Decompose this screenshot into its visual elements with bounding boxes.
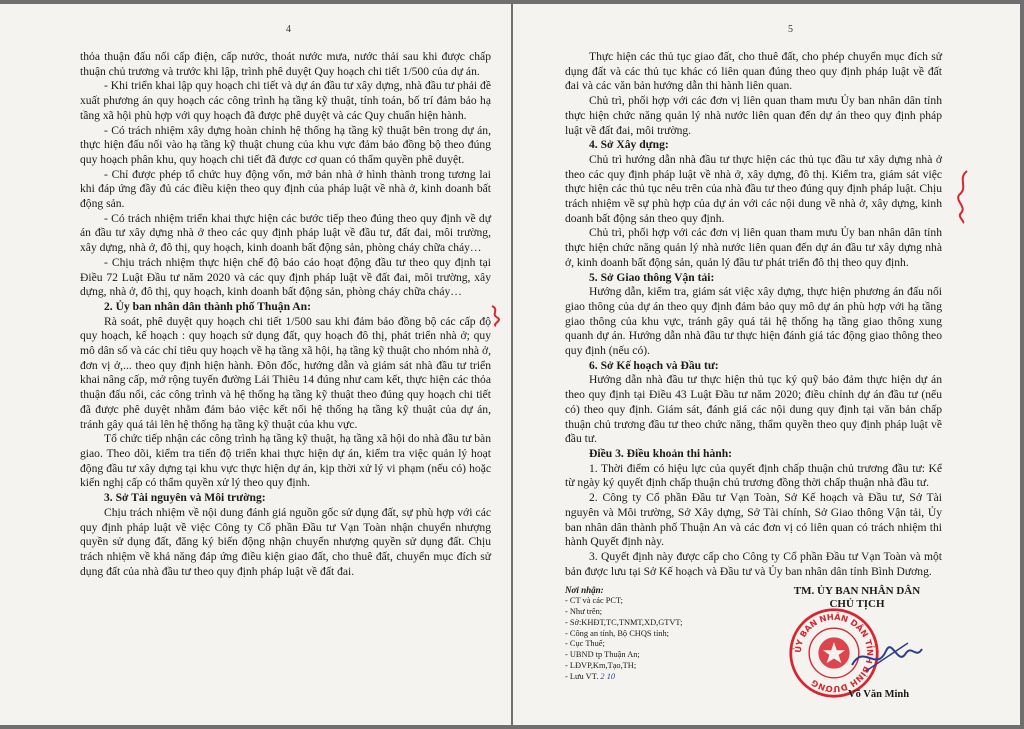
recipient-item: - CT và các PCT; xyxy=(565,596,623,606)
paragraph: thỏa thuận đấu nối cấp điện, cấp nước, thoát nước mưa, nước thải sau khi được chấp thuận chủ trương và trước khi lập, trình phê duyệt Quy hoạch chi tiết 1/500 của dự án. xyxy=(80,50,491,78)
recipient-last: - Lưu VT. xyxy=(565,671,599,681)
recipient-item: - LĐVP,Km,Tạo,TH; xyxy=(565,660,637,670)
paragraph: - Có trách nhiệm xây dựng hoàn chỉnh hệ thống hạ tầng kỹ thuật bên trong dự án, thực hiện đấu nối vào hạ tầng kỹ thuật chung của khu vực đảm bảo đồng bộ theo đúng quy hoạch phân khu, quy hoạch chi tiết đã được cơ quan có thẩm quyền phê duyệt. xyxy=(80,123,491,166)
paragraph: Hướng dẫn nhà đầu tư thực hiện thủ tục ký quỹ bảo đảm thực hiện dự án theo quy định tại Điều 43 Luật Đầu tư năm 2020; điều chỉnh dự án đầu tư (nếu có) theo quy định. Giám sát, đánh giá các nội dung quy định tại văn bản chấp thuận chủ trương đầu tư theo chức năng, thẩm quyền theo quy định pháp luật về đầu tư. xyxy=(565,373,942,446)
section-heading: 4. Sở Xây dựng: xyxy=(589,138,669,152)
paragraph: 1. Thời điểm có hiệu lực của quyết định chấp thuận chủ trương đầu tư: Kể từ ngày ký quyết định chấp thuận chủ trương đồng thời chấp thuận nhà đầu tư. xyxy=(565,461,942,490)
paragraph: Hướng dẫn, kiểm tra, giám sát việc xây dựng, thực hiện phương án đấu nối giao thông của dự án theo quy định đảm bảo quy mô dự án phù hợp với hạ tầng giao thông của khu vực, tránh gây quá tải hệ thống hạ tầng giao thông xung quanh dự án. Hướng dẫn nhà đầu tư thực hiện đánh giá tác động giao thông theo quy định (nếu có). xyxy=(565,285,942,358)
paragraph: 3. Quyết định này được cấp cho Công ty Cổ phần Đầu tư Vạn Toàn và một bản được lưu tại Sở Kế hoạch và Đầu tư và Ủy ban nhân dân tỉnh Bình Dương. xyxy=(565,549,942,578)
page-5 xyxy=(513,4,1020,725)
recipients-block xyxy=(565,585,682,682)
paragraph: Chịu trách nhiệm về nội dung đánh giá nguồn gốc sử dụng đất, sự phù hợp với các quy định pháp luật về việc Công ty Cổ phần Đầu tư Vạn Toàn nhận chuyển nhượng quyền sử dụng đất, đăng ký biến động nhận chuyển nhượng quyền sử dụng đất. Chịu trách nhiệm về khả năng đáp ứng điều kiện giao đất, cho thuê đất, chuyển mục đích sử dụng đất của nhà đầu tư theo quy định pháp luật về đất đai. xyxy=(80,505,491,578)
page-number: 4 xyxy=(286,24,291,35)
paragraph: - Có trách nhiệm triển khai thực hiện các bước tiếp theo đúng theo quy định về dự án đầu tư xây dựng nhà ở theo các quy định pháp luật về đầu tư, đất đai, môi trường, xây dựng, nhà ở, đô thị, quy hoạch, kinh doanh bất động sản, phòng cháy chữa cháy… xyxy=(80,211,491,255)
seal-edge-mark xyxy=(488,304,504,328)
recipient-item: - Công an tỉnh, Bộ CHQS tỉnh; xyxy=(565,628,669,638)
article-heading: Điều 3. Điều khoản thi hành: xyxy=(589,446,733,460)
section-heading: 2. Ủy ban nhân dân thành phố Thuận An: xyxy=(104,299,311,313)
section-heading: 3. Sở Tài nguyên và Môi trường: xyxy=(104,491,266,505)
signature-area xyxy=(565,585,942,701)
paragraph: - Chịu trách nhiệm thực hiện chế độ báo cáo hoạt động đầu tư theo quy định tại Điều 72 Luật Đầu tư năm 2020 và các quy định pháp luật về đất đai, môi trường, xây dựng, nhà ở, đô thị, quy hoạch, kinh doanh bất động sản, phòng cháy chữa cháy… xyxy=(80,255,491,299)
section-heading: 6. Sở Kế hoạch và Đầu tư: xyxy=(589,358,719,372)
signature-org: TM. ỦY BAN NHÂN DÂN xyxy=(793,585,921,598)
recipients-title: Nơi nhận: xyxy=(565,585,604,596)
recipient-item: - Sở:KHĐT,TC,TNMT,XD,GTVT; xyxy=(565,617,683,627)
recipient-item xyxy=(565,672,682,683)
seal-edge-mark xyxy=(953,169,973,224)
signature-icon xyxy=(846,623,926,683)
signer-name: Võ Văn Minh xyxy=(848,689,910,701)
paragraph: Thực hiện các thủ tục giao đất, cho thuê đất, cho phép chuyển mục đích sử dụng đất và các thủ tục khác có liên quan đúng theo quy định pháp luật về đất đai và các văn bản hướng dẫn thi hành liên quan. xyxy=(565,50,942,93)
paragraph: Chủ trì, phối hợp với các đơn vị liên quan tham mưu Ủy ban nhân dân tỉnh thực hiện chức năng quản lý nhà nước liên quan đến dự án theo quy định pháp luật về đất đai, môi trường. xyxy=(565,94,942,137)
signature-block xyxy=(772,585,942,701)
section-heading: 5. Sở Giao thông Vận tải: xyxy=(589,270,715,284)
recipient-item: - Cục Thuế; xyxy=(565,639,605,649)
paragraph: - Chỉ được phép tổ chức huy động vốn, mở bán nhà ở hình thành trong tương lai khi đáp ứng đầy đủ các điều kiện theo quy định của pháp luật về nhà ở, kinh doanh bất động sản. xyxy=(80,167,491,211)
svg-text:ỦY BAN NHÂN DÂN TỈNH BÌNH DƯƠN: ỦY BAN NHÂN DÂN TỈNH BÌNH DƯƠNG xyxy=(792,612,876,695)
page-4 xyxy=(0,4,511,725)
page-number: 5 xyxy=(788,24,793,35)
paragraph: Tổ chức tiếp nhận các công trình hạ tầng kỹ thuật, hạ tầng xã hội do nhà đầu tư bàn giao. Theo dõi, kiểm tra tiến độ triển khai thực hiện dự án, kiểm tra việc quản lý hoạt động đầu tư xây dựng tại khu vực thực hiện dự án, kịp thời xử lý vi phạm (nếu có) hoặc kiến nghị cấp có thẩm quyền xử lý theo quy định. xyxy=(80,432,491,490)
paragraph: - Khi triển khai lập quy hoạch chi tiết và dự án đầu tư xây dựng, nhà đầu tư phải đề xuất phương án quy hoạch các công trình hạ tầng kỹ thuật, tính toán, bố trí đảm bảo hạ tầng xã hội phù hợp với quy hoạch đã được phê duyệt và các Quy chuẩn hiện hành. xyxy=(80,79,491,122)
paragraph: Rà soát, phê duyệt quy hoạch chi tiết 1/500 sau khi đảm bảo đồng bộ các cấp độ quy hoạch, kế hoạch : quy hoạch sử dụng đất, quy hoạch đô thị, phát triển nhà ở; quy mô dân số và các chỉ tiêu quy hoạch về hạ tầng xã hội, hạ tầng kỹ thuật cho nhóm nhà ở, đơn vị ở,... theo quy định hiện hành. Đôn đốc, hướng dẫn và giám sát nhà đầu tư triển khai nâng cấp, mở rộng tuyến đường Lái Thiêu 14 đúng như cam kết, thực hiện các thỏa thuận đấu nối, các công trình và hệ thống hạ tầng kỹ thuật theo đúng quy hoạch chi tiết đã được phê duyệt nhằm đảm bảo việc kết nối hệ thống hạ tầng kỹ thuật của dự án, tránh gây quá tải lên hệ thống hạ tầng kỹ thuật của khu vực. xyxy=(80,314,491,431)
handwritten-number: 2 10 xyxy=(600,671,616,681)
paragraph: Chủ trì, phối hợp với các đơn vị liên quan tham mưu Ủy ban nhân dân tỉnh thực hiện chức năng quản lý nhà nước liên quan đến dự án đầu tư xây dựng nhà ở, kinh doanh bất động sản, quản lý đầu tư phát triển đô thị theo quy định. xyxy=(565,226,942,269)
recipient-item: - UBND tp Thuận An; xyxy=(565,650,640,660)
signature-title: CHỦ TỊCH xyxy=(829,598,885,611)
paragraph: Chủ trì hướng dẫn nhà đầu tư thực hiện các thủ tục đầu tư xây dựng nhà ở theo các quy định pháp luật về nhà ở, xây dựng, đô thị. Kiểm tra, giám sát việc thực hiện các thủ tục nêu trên của nhà đầu tư theo đúng quy định pháp luật. Chịu trách nhiệm về sự phù hợp của dự án với các nội dung về nhà ở, xây dựng, kinh doanh bất động sản theo quy định. xyxy=(565,152,942,225)
paragraph: 2. Công ty Cổ phần Đầu tư Vạn Toàn, Sở Kế hoạch và Đầu tư, Sở Tài nguyên và Môi trường, Sở Xây dựng, Sở Tài chính, Sở Giao thông Vận tải, Ủy ban nhân dân thành phố Thuận An và các đơn vị có liên quan có trách nhiệm thi hành Quyết định này. xyxy=(565,491,942,549)
recipient-item: - Như trên; xyxy=(565,606,603,616)
